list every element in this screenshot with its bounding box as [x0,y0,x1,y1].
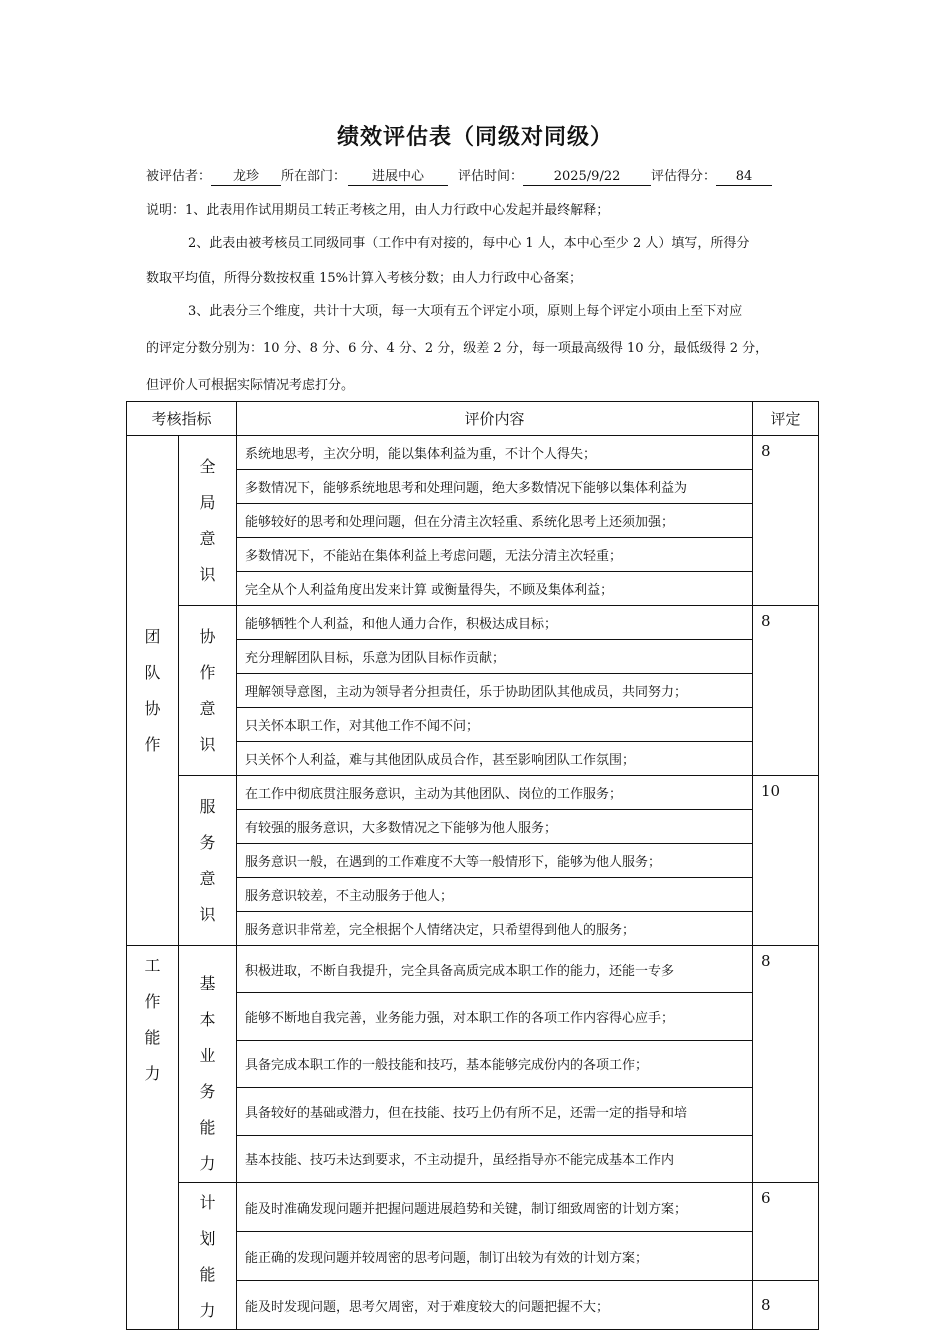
item-cell: 有较强的服务意识，大多数情况之下能够为他人服务； [237,810,753,844]
dimension-cell: 工作能力 [127,946,179,1330]
note-line: 说明：1、此表用作试用期员工转正考核之用，由人力行政中心发起并最终解释； [146,203,610,218]
score-label: 评估得分： [651,169,717,184]
group-cell: 计划能力 [179,1183,237,1330]
score-value: 84 [716,169,772,186]
dept-label: 所在部门： [281,169,347,184]
item-cell: 服务意识较差，不主动服务于他人； [237,878,753,912]
item-cell: 服务意识一般，在遇到的工作难度不大等一般情形下，能够为他人服务； [237,844,753,878]
table-row [127,606,819,640]
item-cell: 服务意识非常差，完全根据个人情绪决定，只希望得到他人的服务； [237,912,753,946]
header-content: 评价内容 [237,402,753,436]
score-cell: 8 [753,946,819,1183]
item-cell: 只关怀个人利益，难与其他团队成员合作，甚至影响团队工作氛围； [237,742,753,776]
dimension-cell: 团队协作 [127,436,179,946]
item-cell: 理解领导意图，主动为领导者分担责任，乐于协助团队其他成员，共同努力； [237,674,753,708]
evaluatee-label: 被评估者： [146,169,212,184]
table-row [127,1183,819,1232]
note-line: 数取平均值，所得分数按权重 15%计算入考核分数；由人力行政中心备案； [146,271,583,286]
page-title: 绩效评估表（同级对同级） [336,125,613,150]
item-cell: 能够牺牲个人利益，和他人通力合作，积极达成目标； [237,606,753,640]
item-cell: 只关怀本职工作，对其他工作不闻不问； [237,708,753,742]
item-cell: 充分理解团队目标，乐意为团队目标作贡献； [237,640,753,674]
item-cell: 能够不断地自我完善，业务能力强，对本职工作的各项工作内容得心应手； [237,993,753,1040]
table-header-row [127,402,819,436]
item-cell: 在工作中彻底贯注服务意识，主动为其他团队、岗位的工作服务； [237,776,753,810]
item-cell: 能正确的发现问题并较周密的思考问题，制订出较为有效的计划方案； [237,1232,753,1281]
note-line: 但评价人可根据实际情况考虑打分。 [146,378,355,393]
group-cell: 服务意识 [179,776,237,946]
table-row [127,776,819,810]
evaluation-table [126,401,819,1330]
note-line: 3、此表分三个维度，共计十大项，每一大项有五个评定小项，原则上每个评定小项由上至下对应 [188,304,743,319]
group-cell: 协作意识 [179,606,237,776]
evaluatee-value: 龙珍 [211,165,281,186]
note-line: 2、此表由被考核员工同级同事（工作中有对接的，每中心 1 人，本中心至少 2 人）填写，所得分 [188,236,750,251]
score-cell: 10 [753,776,819,946]
header-rating: 评定 [753,402,819,436]
table-row [127,436,819,470]
note-line: 的评定分数分别为：10 分、8 分、6 分、4 分、2 分，级差 2 分，每一项最高级得 10 分，最低级得 2 分， [146,341,769,356]
score-cell: 8 [753,606,819,776]
item-cell: 多数情况下，不能站在集体利益上考虑问题，无法分清主次轻重； [237,538,753,572]
score-cell: 8 [753,436,819,606]
item-cell: 完全从个人利益角度出发来计算 或衡量得失，不顾及集体利益； [237,572,753,606]
item-cell: 能及时准确发现问题并把握问题进展趋势和关键，制订细致周密的计划方案； [237,1183,753,1232]
item-cell: 能及时发现问题，思考欠周密，对于难度较大的问题把握不大； [237,1281,753,1330]
item-cell: 基本技能、技巧未达到要求，不主动提升，虽经指导亦不能完成基本工作内 [237,1135,753,1182]
item-cell: 具备较好的基础或潜力，但在技能、技巧上仍有所不足，还需一定的指导和培 [237,1088,753,1135]
table-row [127,946,819,993]
item-cell: 具备完成本职工作的一般技能和技巧，基本能够完成份内的各项工作； [237,1040,753,1087]
group-cell: 全局意识 [179,436,237,606]
time-value: 2025/9/22 [523,169,651,186]
header-indicator: 考核指标 [127,402,237,436]
item-cell: 系统地思考，主次分明，能以集体利益为重，不计个人得失； [237,436,753,470]
score-cell: 6 [753,1183,819,1281]
item-cell: 多数情况下，能够系统地思考和处理问题，绝大多数情况下能够以集体利益为 [237,470,753,504]
score-cell: 8 [753,1281,819,1330]
item-cell: 能够较好的思考和处理问题，但在分清主次轻重、系统化思考上还须加强； [237,504,753,538]
item-cell: 积极进取，不断自我提升，完全具备高质完成本职工作的能力，还能一专多 [237,946,753,993]
time-label: 评估时间： [458,169,524,184]
group-cell: 基本业务能力 [179,946,237,1183]
dept-value: 进展中心 [348,165,448,186]
info-line [146,165,772,186]
